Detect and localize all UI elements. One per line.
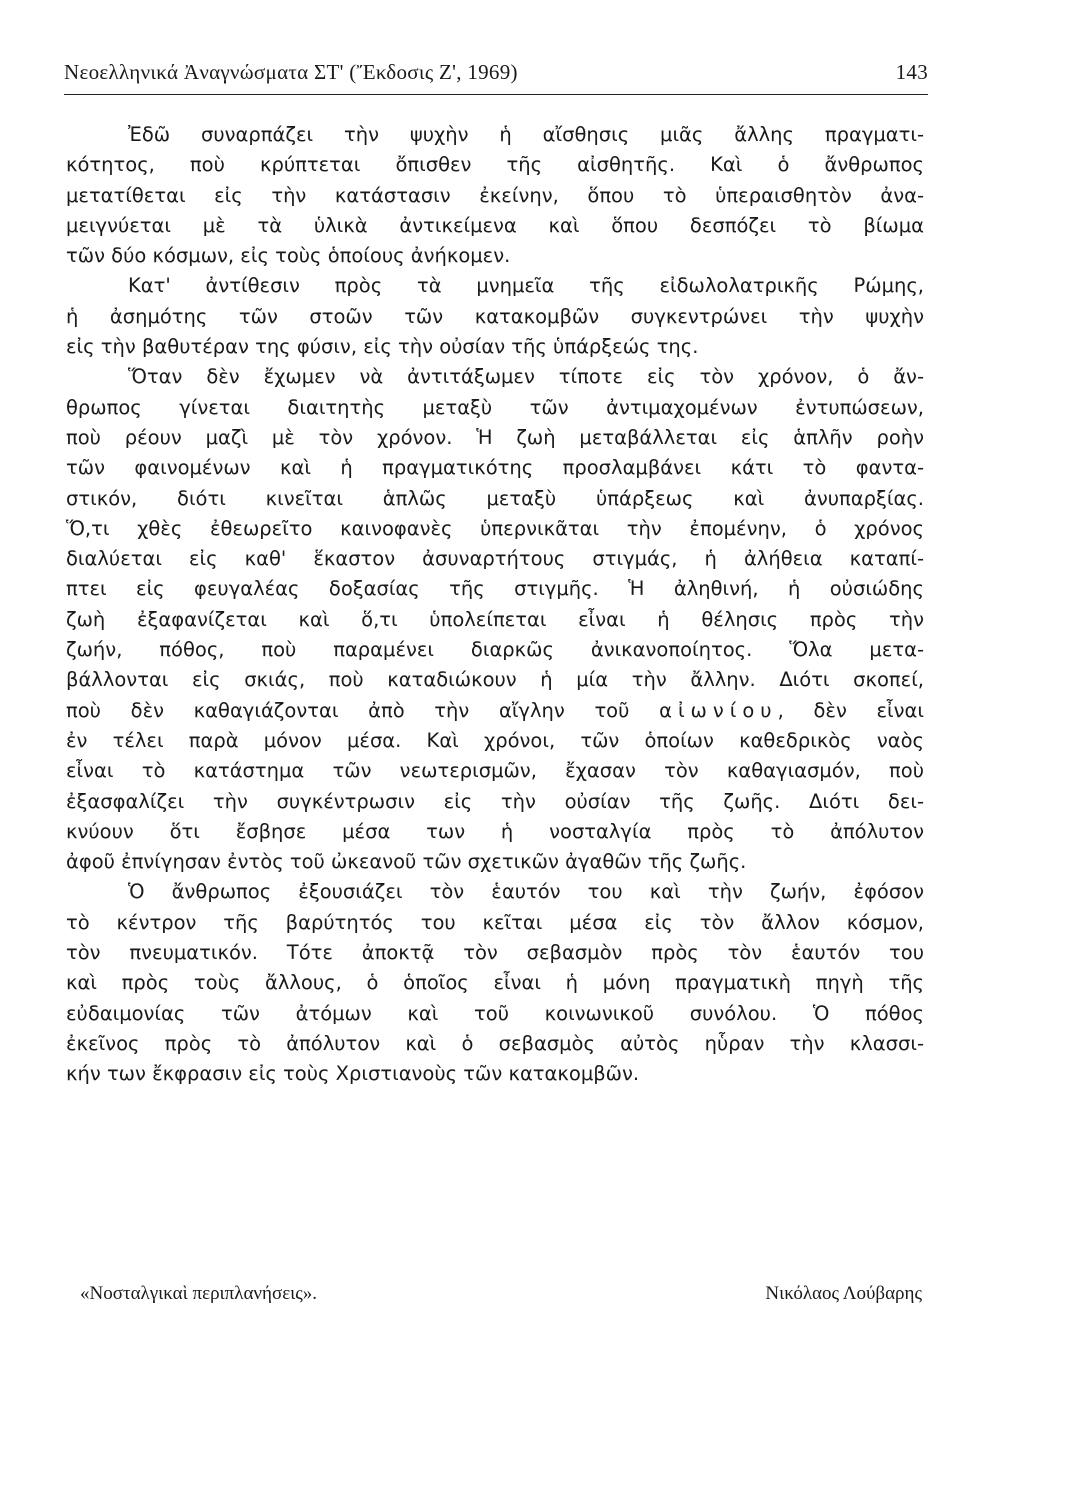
header-rule	[64, 94, 928, 95]
text-line: τῶν φαινομένων καὶ ἡ πραγματικότης προσλαμβάνει κάτι τὸ φαντα-	[66, 456, 924, 480]
text-line: ἡ ἀσημότης τῶν στοῶν τῶν κατακομβῶν συγκεντρώνει τὴν ψυχὴν	[66, 304, 924, 328]
text-line: ἐκεῖνος πρὸς τὸ ἀπόλυτον καὶ ὁ σεβασμὸς αὐτὸς ηὗραν τὴν κλασσι-	[66, 1031, 924, 1055]
text-line: διαλύεται εἰς καθ' ἕκαστον ἀσυναρτήτους στιγμάς, ἡ ἀλήθεια καταπί-	[66, 547, 924, 571]
text-line: Ὁ ἄνθρωπος ἐξουσιάζει τὸν ἑαυτόν του καὶ τὴν ζωήν, ἐφόσον	[128, 880, 924, 904]
text-line	[66, 696, 924, 726]
text-line: ζωὴ ἐξαφανίζεται καὶ ὅ,τι ὑπολείπεται εἶναι ἡ θέλησις πρὸς τὴν	[66, 607, 924, 631]
text-line: ποὺ ρέουν μαζὶ μὲ τὸν χρόνον. Ἡ ζωὴ μεταβάλλεται εἰς ἁπλῆν ροὴν	[66, 425, 924, 449]
text-line: εὐδαιμονίας τῶν ἀτόμων καὶ τοῦ κοινωνικοῦ συνόλου. Ὁ πόθος	[66, 1001, 924, 1025]
author-name: Νικόλαος Λούβαρης	[765, 1283, 922, 1304]
citation	[80, 1283, 922, 1305]
text-line: εἰς τὴν βαθυτέραν της φύσιν, εἰς τὴν οὐσίαν τῆς ὑπάρξεώς της.	[66, 335, 699, 359]
page-number: 143	[895, 60, 928, 84]
text-line: τὸν πνευματικόν. Τότε ἀποκτᾷ τὸν σεβασμὸν πρὸς τὸν ἑαυτόν του	[66, 941, 924, 965]
text-line: Ὅ,τι χθὲς ἐθεωρεῖτο καινοφανὲς ὑπερνικᾶται τὴν ἐπομένην, ὁ χρόνος	[66, 516, 924, 540]
text-segment: , δὲν εἶναι	[777, 698, 924, 722]
text-line: θρωπος γίνεται διαιτητὴς μεταξὺ τῶν ἀντιμαχομένων ἐντυπώσεων,	[66, 395, 924, 419]
text-line: πτει εἰς φευγαλέας δοξασίας τῆς στιγμῆς. Ἡ ἀληθινή, ἡ οὐσιώδης	[66, 577, 924, 601]
text-line: βάλλονται εἰς σκιάς, ποὺ καταδιώκουν ἡ μία τὴν ἄλλην. Διότι σκοπεί,	[66, 668, 924, 692]
text-line: τὸ κέντρον τῆς βαρύτητός του κεῖται μέσα εἰς τὸν ἄλλον κόσμον,	[66, 910, 924, 934]
text-line: Ὅταν δὲν ἔχωμεν νὰ ἀντιτάξωμεν τίποτε εἰς τὸν χρόνον, ὁ ἄν-	[128, 365, 924, 389]
text-line: ἀφοῦ ἐπνίγησαν ἐντὸς τοῦ ὠκεανοῦ τῶν σχετικῶν ἀγαθῶν τῆς ζωῆς.	[66, 850, 747, 874]
text-line: στικόν, διότι κινεῖται ἁπλῶς μεταξὺ ὑπάρξεως καὶ ἀνυπαρξίας.	[66, 486, 924, 510]
text-segment: ποὺ δὲν καθαγιάζονται ἀπὸ τὴν αἴγλην τοῦ	[66, 698, 630, 722]
text-line: τῶν δύο κόσμων, εἰς τοὺς ὁποίους ἀνήκομεν.	[66, 244, 511, 268]
text-line: μετατίθεται εἰς τὴν κατάστασιν ἐκείνην, ὅπου τὸ ὑπεραισθητὸν ἀνα-	[66, 183, 924, 207]
source-title: «Νοσταλγικαὶ περιπλανήσεις».	[80, 1283, 318, 1304]
text-line: κότητος, ποὺ κρύπτεται ὄπισθεν τῆς αἰσθητῆς. Καὶ ὁ ἄνθρωπος	[66, 153, 924, 177]
text-line: Κατ' ἀντίθεσιν πρὸς τὰ μνημεῖα τῆς εἰδωλολατρικῆς Ρώμης,	[128, 274, 924, 298]
running-header	[64, 60, 928, 85]
text-line: μειγνύεται μὲ τὰ ὑλικὰ ἀντικείμενα καὶ ὅπου δεσπόζει τὸ βίωμα	[66, 213, 924, 237]
text-line: καὶ πρὸς τοὺς ἄλλους, ὁ ὁποῖος εἶναι ἡ μόνη πραγματικὴ πηγὴ τῆς	[66, 971, 924, 995]
article-body	[66, 120, 924, 1090]
text-line: ἐν τέλει παρὰ μόνον μέσα. Καὶ χρόνοι, τῶν ὁποίων καθεδρικὸς ναὸς	[66, 728, 924, 752]
text-line: κνύουν ὅτι ἔσβησε μέσα των ἡ νοσταλγία πρὸς τὸ ἀπόλυτον	[66, 819, 924, 843]
text-line: Ἐδῶ συναρπάζει τὴν ψυχὴν ἡ αἴσθησις μιᾶς ἄλλης πραγματι-	[128, 123, 924, 146]
text-line: κήν των ἔκφρασιν εἰς τοὺς Χριστιανοὺς τῶν κατακομβῶν.	[66, 1062, 640, 1086]
text-line: ἐξασφαλίζει τὴν συγκέντρωσιν εἰς τὴν οὐσίαν τῆς ζωῆς. Διότι δει-	[66, 789, 924, 813]
text-line: ζωήν, πόθος, ποὺ παραμένει διαρκῶς ἀνικανοποίητος. Ὅλα μετα-	[66, 638, 924, 662]
header-title: Νεοελληνικά Ἀναγνώσματα ΣΤ' (Ἔκδοσις Ζ', 1969)	[64, 60, 518, 84]
text-line: εἶναι τὸ κατάστημα τῶν νεωτερισμῶν, ἔχασαν τὸν καθαγιασμόν, ποὺ	[66, 759, 924, 783]
emphasized-word: αἰωνίου	[659, 698, 778, 722]
